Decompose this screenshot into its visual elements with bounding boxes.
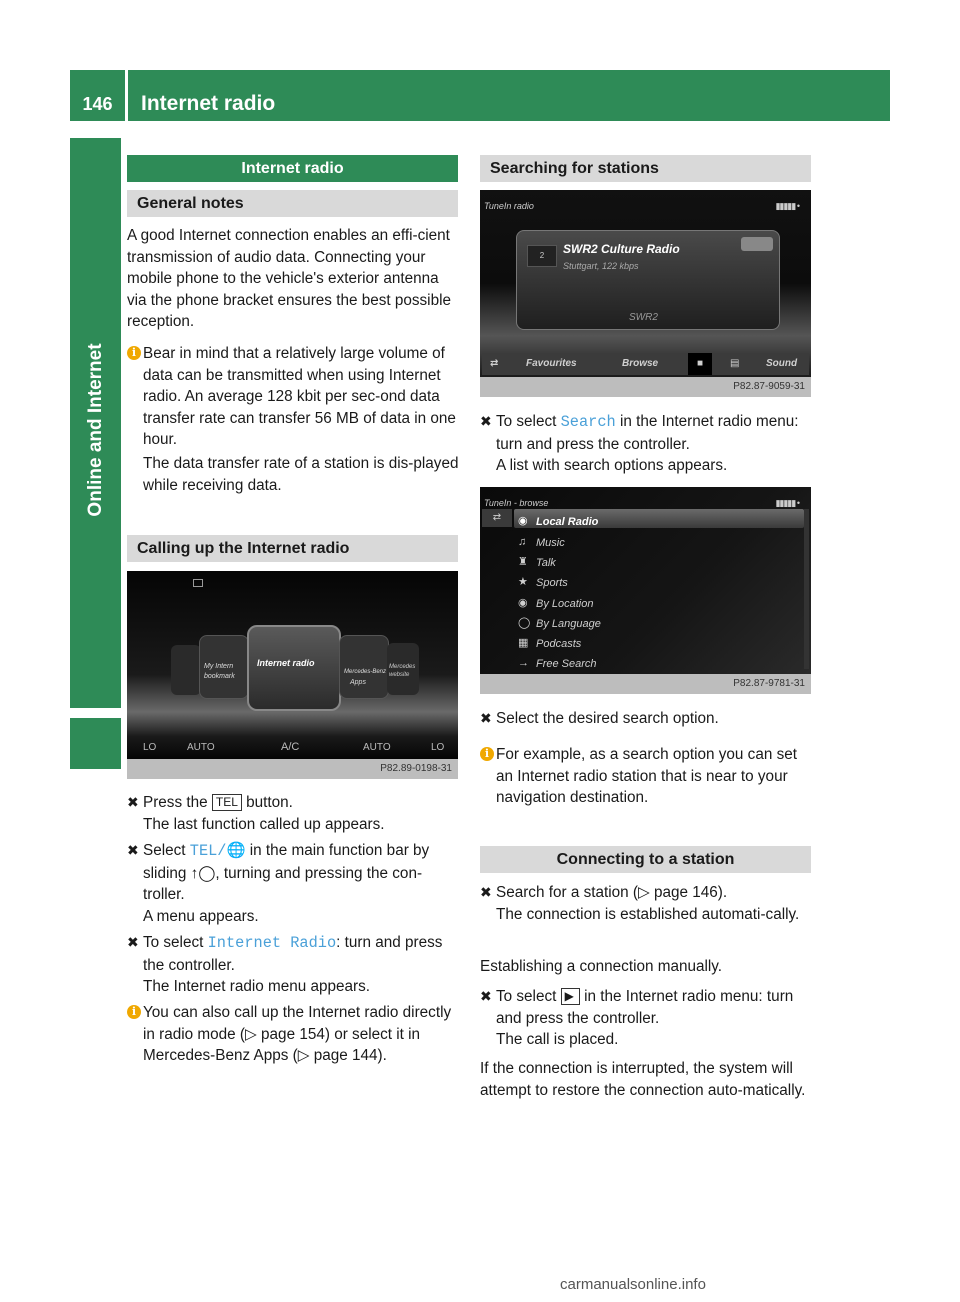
globe-icon: ◉ [518, 597, 528, 609]
scrollbar [804, 509, 809, 669]
step-result: The call is placed. [496, 1031, 619, 1049]
info-icon: i [480, 747, 494, 761]
step-result: A list with search options appears. [496, 457, 728, 475]
tile-label: Mercedes [389, 664, 416, 670]
menu-tile [339, 635, 389, 699]
step-text: To select [143, 934, 208, 951]
section-title-internet-radio: Internet radio [127, 155, 458, 182]
manual-connection-text: Establishing a connection manually. [480, 958, 723, 975]
signal-icon: ▮▮▮▮▮ • [775, 201, 799, 211]
tile-label: website [389, 672, 410, 678]
heading-general-notes: General notes [127, 190, 458, 217]
step-search-station [480, 882, 812, 925]
info-note-volume [127, 343, 459, 451]
list-item: Talk [536, 557, 556, 569]
arrow-icon: ✖ [480, 710, 492, 726]
music-icon: ♫ [518, 536, 527, 548]
info-icon: i [127, 1005, 141, 1019]
info-note-radio-mode [127, 1002, 459, 1067]
climate-label: AUTO [363, 742, 391, 753]
signal-icon: ▮▮▮▮▮ • [775, 498, 799, 508]
tel-key-icon: TEL [212, 794, 242, 811]
menu-tile [199, 635, 249, 699]
arrow-icon: ✖ [480, 413, 492, 429]
step-text: To select [496, 413, 561, 430]
controller-slide-icon: ↑◯ [190, 864, 216, 882]
step-select-internet-radio [127, 932, 459, 998]
list-item: Podcasts [536, 638, 582, 650]
screenshot-tunein-radio [480, 190, 811, 377]
station-subtitle: Stuttgart, 122 kbps [563, 261, 639, 271]
tile-label: Apps [350, 679, 366, 686]
step-text: Select the desired search option. [496, 710, 719, 727]
list-item: By Location [536, 598, 594, 610]
sports-icon: ★ [518, 576, 528, 588]
side-tab-marker [70, 718, 121, 769]
step-result: The connection is established automati-cally. [496, 905, 800, 923]
step-press-tel [127, 792, 459, 835]
climate-label: LO [143, 742, 157, 753]
closing-paragraph: If the connection is interrupted, the system will attempt to restore the connection auto-matically. [480, 1060, 806, 1099]
info-note-text: The data transfer rate of a station is dis-played while receiving data. [143, 455, 459, 494]
heading-calling-up: Calling up the Internet radio [127, 535, 458, 562]
side-tab-label: Online and Internet [85, 343, 106, 517]
footer-item: Favourites [526, 358, 577, 369]
preset-number: 2 [527, 245, 557, 267]
tile-label: Mercedes-Benz [344, 669, 387, 675]
climate-label: AUTO [187, 742, 215, 753]
location-icon: ◉ [518, 515, 528, 527]
menu-tile-selected [247, 625, 341, 711]
heading-searching: Searching for stations [480, 155, 811, 182]
globe-icon: 🌐 [226, 842, 246, 859]
climate-bar [127, 737, 458, 753]
header-separator [125, 70, 128, 121]
step-select-option [480, 708, 812, 730]
screen-title: TuneIn - browse [484, 498, 549, 508]
heading-connecting: Connecting to a station [480, 846, 811, 873]
step-result: The Internet radio menu appears. [143, 978, 371, 996]
search-icon: → [518, 657, 529, 669]
display-text: Search [560, 413, 616, 431]
list-item: Free Search [536, 658, 597, 670]
footer-item: Browse [622, 358, 659, 369]
list-item: Music [536, 537, 565, 549]
arrow-icon: ✖ [480, 988, 492, 1004]
tile-label: Internet radio [257, 658, 315, 668]
podcast-icon: ▦ [518, 637, 529, 649]
info-note-text: For example, as a search option you can set an Internet radio station that is near to your navigation destination. [496, 746, 798, 807]
figure-caption: P82.89-0198-31 [127, 759, 458, 779]
step-select-play [480, 986, 812, 1051]
step-text: Search for a station (▷ page 146). [496, 884, 728, 901]
back-icon: ⇄ [482, 509, 512, 527]
screenshot-tunein-browse [480, 487, 811, 674]
info-note-search-option [480, 744, 812, 809]
info-icon: i [127, 346, 141, 360]
step-select-search [480, 411, 812, 477]
display-text: TEL/ [189, 842, 227, 860]
footer-item: Sound [766, 358, 798, 369]
display-text: Internet Radio [207, 934, 337, 952]
speech-icon: ◯ [518, 617, 531, 629]
arrow-icon: ✖ [127, 794, 139, 810]
page-number: 146 [82, 94, 113, 114]
play-icon: ▶ [561, 988, 580, 1005]
arrow-icon: ✖ [127, 842, 139, 858]
info-note-transfer-rate [127, 453, 459, 496]
step-text: in the Internet radio menu: turn and press the controller. [496, 413, 799, 453]
screenshot-home-menu [127, 571, 458, 759]
screen-footer-bar [482, 353, 809, 375]
menu-tile [171, 645, 201, 695]
step-text: To select [496, 988, 561, 1005]
list-item: Local Radio [536, 516, 599, 528]
step-result: The last function called up appears. [143, 815, 385, 833]
stop-icon: ■ [688, 353, 712, 375]
climate-label: A/C [281, 741, 300, 753]
watermark: carmanualsonline.info [560, 1276, 706, 1293]
tel-icon [193, 579, 203, 587]
step-text: in the Internet radio menu: turn and press the controller. [496, 988, 794, 1027]
back-icon: ⇄ [490, 358, 499, 369]
page-title: Internet radio [141, 92, 276, 115]
info-note-text: Bear in mind that a relatively large volume of data can be transmitted when using Internet radio. An average 128 kbit per sec-ond data transfer rate can transfer 56 MB of data in one hour. [143, 345, 456, 449]
figure-caption: P82.87-9059-31 [480, 377, 811, 397]
list-item: Sports [536, 577, 568, 589]
station-logo: SWR2 [629, 312, 658, 323]
station-panel [516, 230, 780, 330]
tunein-logo-icon [741, 237, 773, 251]
list-item: By Language [536, 618, 601, 630]
sound-settings-icon: ▤ [730, 358, 740, 369]
arrow-icon: ✖ [480, 884, 492, 900]
climate-label: LO [431, 742, 445, 753]
screen-title: TuneIn radio [484, 201, 534, 211]
step-text: Press the [143, 794, 212, 811]
talk-icon: ♜ [518, 556, 528, 568]
step-select-tel [127, 840, 459, 927]
arrow-icon: ✖ [127, 934, 139, 950]
tile-label: bookmark [204, 673, 235, 680]
menu-tile [387, 643, 419, 695]
figure-caption: P82.87-9781-31 [480, 674, 811, 694]
step-text: in the main function bar by sliding [143, 842, 430, 882]
step-text: button. [241, 794, 293, 811]
step-result: A menu appears. [143, 907, 259, 925]
step-text: : turn and press the controller. [143, 934, 443, 974]
tile-label: My Intern [204, 663, 234, 670]
general-notes-body: A good Internet connection enables an effi-cient transmission of audio data. Connecting your mobile phone to the vehicle's exterior antenna via the phone bracket ensures the best possible reception. [127, 227, 451, 331]
station-name: SWR2 Culture Radio [563, 242, 680, 256]
info-note-text: You can also call up the Internet radio directly in radio mode (▷ page 154) or select it in Mercedes-Benz Apps (▷ page 144). [143, 1004, 452, 1065]
step-text: Select [143, 842, 190, 859]
step-text: , turning and pressing the con-troller. [143, 864, 423, 904]
